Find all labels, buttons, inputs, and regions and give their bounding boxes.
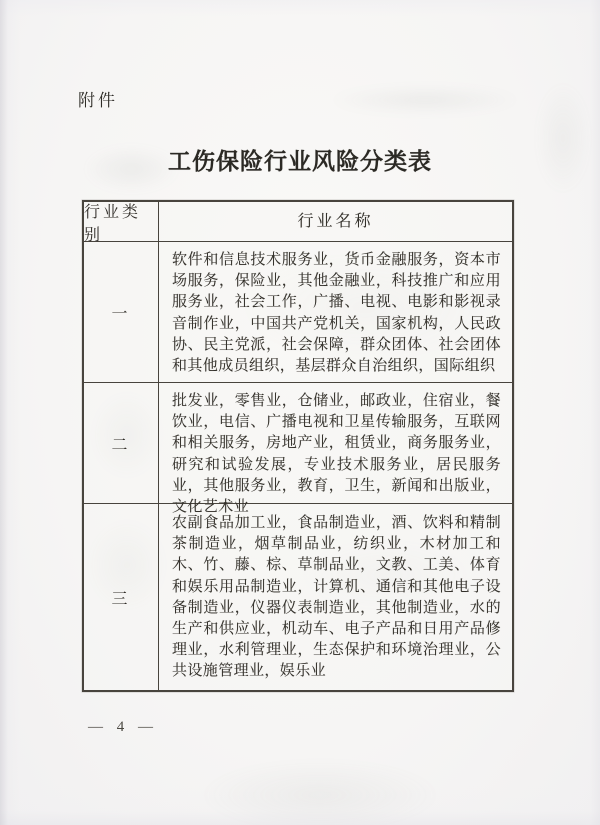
table-row [84,503,512,690]
bleedthrough-smudge [200,760,440,825]
industries-cell: 批发业，零售业，仓储业，邮政业，住宿业，餐饮业，电信、广播电视和卫星传输服务，互联网和相关服务，房地产业，租赁业，商务服务业，研究和试验发展，专业技术服务业，居民服务业，其他服务业，教育，卫生，新闻和出版业，文化艺术业 [172,393,501,516]
table-row [84,382,512,516]
risk-classification-table [82,200,514,692]
column-header-industry-name: 行业名称 [297,212,374,230]
table-row [84,241,512,382]
table-header-row [84,202,512,244]
category-cell: 二 [84,383,159,503]
category-cell: 一 [84,242,159,382]
document-title: 工伤保险行业风险分类表 [168,149,432,174]
bleedthrough-smudge [536,82,590,194]
category-cell: 三 [84,504,159,690]
attachment-label: 附件 [78,91,118,110]
industries-cell: 软件和信息技术服务业，货币金融服务，资本市场服务，保险业，其他金融业，科技推广和应用服务业，社会工作，广播、电视、电影和影视录音制作业，中国共产党机关，国家机构，人民政协、民主党派，社会保障，群众团体、社会团体和其他成员组织，基层群众自治组织，国际组织 [172,252,501,375]
bleedthrough-smudge [330,86,520,114]
page-number: — 4 — [88,719,158,735]
column-header-category: 行业类别 [84,202,159,241]
industries-cell: 农副食品加工业，食品制造业，酒、饮料和精制茶制造业，烟草制品业，纺织业，木材加工和木、竹、藤、棕、草制品业，文教、工美、体育和娱乐用品制造业，计算机、通信和其他电子设备制造业，仪器仪表制造业，其他制造业，水的生产和供应业，机动车、电子产品和日用产品修理业，水利管理业，生态保护和环境治理业，公共设施管理业，娱乐业 [172,515,501,680]
